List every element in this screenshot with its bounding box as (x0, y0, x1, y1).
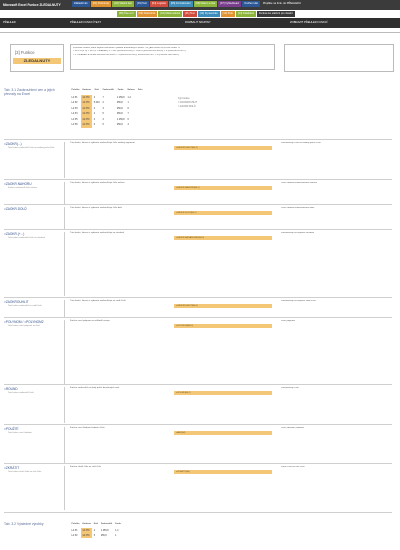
divider (4, 229, 392, 230)
table-cell[interactable]: 1 (127, 102, 129, 105)
bullet-list (281, 207, 391, 210)
function-description: Tuto funkci, kterou si vyberete zaokrouhluje číslo dolů (70, 207, 122, 209)
table-cell[interactable]: L4 P2 (71, 102, 78, 105)
table-cell[interactable]: 14 370 (81, 112, 92, 118)
table-cell[interactable]: 3 (102, 107, 104, 110)
table-header: Zaokr. (115, 522, 122, 525)
function-description: Tuto funkci, kterou si vyberete zaokrouhluje na sudé číslo (70, 300, 126, 302)
table-cell[interactable]: 5 (102, 124, 104, 127)
function-description: Funkce zaokrouhlí na daný počet desetinných míst (70, 387, 120, 389)
function-subtitle: Tato funkce vrací polynom ze čísel (8, 325, 40, 327)
table-cell[interactable]: 256,8 (116, 124, 123, 127)
function-subtitle: Tato funkce zaokrouhlí na sudé číslo (8, 305, 42, 307)
formula-cell[interactable]: =ZAOKR.NAHORU(B4;1) (174, 186, 272, 190)
table-cell[interactable]: 6 (127, 118, 129, 121)
table-cell[interactable]: L4 P1 (71, 96, 78, 99)
bullet-list (281, 232, 391, 235)
second-tab[interactable]: [11] Text (185, 12, 195, 15)
table-cell[interactable]: 256,8 (116, 113, 123, 116)
table-cell[interactable]: 1 (115, 534, 117, 537)
table-header: Zaokrouhlit (102, 89, 114, 91)
top-tab[interactable]: [03] Text (137, 2, 147, 5)
table-cell[interactable]: 5 004 (93, 102, 100, 105)
table-notes (178, 97, 197, 109)
divider (4, 424, 392, 425)
divider (0, 28, 400, 33)
table-cell[interactable]: L4 P5 (71, 118, 78, 121)
function-description: Tuto funkci, kterou si vyberete zaokrouhluje číslo zadaný argument (70, 142, 135, 144)
function-subtitle: Tato funkce vrací hodnotu (8, 432, 32, 434)
table-header: Hodnota (82, 89, 91, 91)
divider (64, 142, 65, 178)
table-cell[interactable]: 14 370 (81, 123, 92, 129)
table-cell[interactable]: 2 (102, 102, 104, 105)
table-row (70, 123, 144, 129)
nav-functions-text[interactable]: PŘEHLED FUNKCÍ TEXT (70, 21, 102, 24)
intro-line: = 4+1 3=(4*4) = 4+3 (VÝSLEDEK) 4 = 4+1 (ZAOKR.DOLŮ) = 4+1=4 (ZAOKR.NAHORU) = 4 (ZAOKROUHLIT) (73, 50, 186, 53)
table-header: Položka (71, 89, 80, 91)
second-tab[interactable]: [12] Dynamické (199, 12, 218, 15)
formula-cell[interactable]: =ZKRÁTIT(B4) (174, 470, 272, 474)
note: = ZAOKR.DOLŮ (178, 105, 196, 108)
table-header: Zaokr. (117, 89, 124, 91)
function-section (4, 387, 392, 423)
table-header: Položka (71, 522, 80, 525)
nav-expand-groups[interactable]: ROZBALIT SKUPINY (185, 21, 211, 24)
second-tab[interactable]: [08] Čas a čí (119, 12, 134, 15)
divider (64, 320, 65, 384)
function-section (4, 466, 392, 510)
table-cell[interactable]: 14 370 (81, 533, 92, 538)
table-cell[interactable]: 4 (93, 113, 96, 116)
second-tab[interactable]: [10] Matematické (160, 12, 181, 15)
function-section (4, 207, 392, 229)
second-tab-strip (117, 11, 295, 17)
table-cell[interactable]: 5 (102, 113, 104, 116)
formula-cell[interactable]: =ROUND(B4;2) (174, 391, 272, 395)
top-tab[interactable]: Ověření dat (244, 2, 258, 5)
bullet-item: Vrací polynom (281, 320, 295, 322)
bullet-item: Vrací hodnotu zaokrouhlenou dolů (281, 207, 315, 209)
table-cell[interactable]: L4 P6 (71, 124, 78, 127)
formula-cell[interactable]: =ZAOKR.DOLŮ(B4;1) (174, 211, 272, 215)
right-info-box (284, 44, 394, 72)
function-description: Tuto funkci, kterou si vyberete zaokrouhluje číslo nahoru (70, 182, 125, 184)
divider (64, 232, 65, 296)
formula-cell[interactable]: =ZAOKROUHLIT(B4;0) (174, 304, 272, 308)
table-header: Nahoru (127, 89, 135, 91)
bullet-list (281, 182, 391, 185)
table-cell[interactable]: 1,4 (127, 96, 131, 99)
table-header: Kód (94, 89, 99, 91)
table-header: Zaokrouhlit (100, 522, 113, 525)
function-name[interactable]: =POLYNOM / =POLYNOM2 (4, 320, 44, 324)
top-tab[interactable]: [07] Vyhledávací (220, 2, 240, 5)
table-cell[interactable]: 256,8 (116, 107, 123, 110)
formula-cell[interactable]: =POLYNOM(B4;2) (174, 324, 272, 328)
intro-line: = VÝSLEDEK a funkce ZAOKR.NAHORU = 4 (ZAOKR.DOLŮ), ZAOKROUHLIT = 4 (ZAOKR.NAHORU) (73, 53, 179, 56)
divider (4, 179, 392, 180)
table-cell[interactable]: 1 256,8 (116, 96, 125, 99)
function-subtitle: Tato funkce zkrátí číslo na celé číslo (8, 471, 42, 473)
top-tab[interactable]: Přejděte na fúnk. do PŘEHLEDU (262, 2, 301, 5)
divider (4, 512, 392, 513)
table-header: Dolů (137, 89, 143, 91)
top-tab[interactable]: Základní Ex (74, 2, 88, 5)
divider (4, 463, 392, 464)
second-tab[interactable]: [09] Statistické (138, 12, 156, 15)
formula-cell[interactable]: =ZAOKR.NA.NÁSOBEK(B4;5) (174, 236, 272, 240)
function-section (4, 232, 392, 296)
function-subtitle: Tato funkce zaokrouhlí číslo na násobek (8, 237, 45, 239)
note: Typ funkce (178, 97, 190, 100)
table-cell[interactable]: 4 (93, 107, 96, 110)
bullet-list (281, 387, 391, 390)
app-title: Microsoft Excel Funkce ZLEDALNUTY (3, 3, 61, 7)
title-bar (0, 0, 400, 10)
divider (64, 300, 65, 318)
table-cell[interactable]: 3 (102, 118, 104, 121)
top-tab[interactable]: [02] Vlastní kat. (114, 2, 133, 5)
bullet-list (281, 320, 391, 323)
nav-show-overview[interactable]: ZOBRAZIT PŘEHLED FUNKCÍ (290, 21, 328, 24)
intro-text-box (70, 44, 275, 70)
function-description: Funkce vrací kladnou hodnotu čísla (70, 427, 105, 429)
function-name[interactable]: =POUŽITÍ (4, 427, 19, 431)
table-cell[interactable]: L4 P2 (71, 534, 78, 537)
table-caption: Tab. 3.1 Zaokrouhlení cen a jejich převody na Excel (4, 88, 55, 96)
table-cell[interactable]: 14 370 (81, 528, 92, 533)
second-tab[interactable]: Funkce ke stažení pro vlastní (259, 12, 293, 15)
bullet-list (281, 427, 391, 430)
function-name[interactable]: =ROUND (4, 387, 18, 391)
formula-cell[interactable]: =ZAOKROUHLIT(B4;2) (174, 146, 272, 150)
table-cell[interactable]: 4 (93, 96, 96, 99)
table-cell[interactable]: 6 (93, 124, 96, 127)
top-tab-strip (72, 1, 303, 8)
function-name[interactable]: =ZAOKR(...) (4, 142, 22, 146)
divider (64, 466, 65, 510)
banner-subtitle: [3] Funkce (15, 50, 35, 55)
table-row (70, 533, 123, 538)
divider (4, 384, 392, 385)
bullet-item: Zaokrouhluje na nejbližší sudé číslo (281, 300, 316, 302)
table-cell[interactable]: 7 (102, 96, 104, 99)
function-section (4, 427, 392, 463)
top-tab[interactable]: [04] Logické (151, 2, 166, 5)
table-cell[interactable] (136, 123, 144, 129)
divider (64, 427, 65, 463)
function-subtitle: Tato funkce zaokrouhlí číslo na zadaný počet číslic (8, 147, 55, 149)
function-description: Funkce zkrátí číslo na celé číslo (70, 466, 102, 468)
second-tab[interactable]: [13] Pole (222, 12, 233, 15)
divider (4, 297, 392, 298)
note: = ZAOKROUHLIT (178, 101, 198, 104)
table-cell[interactable]: 1 256,8 (116, 118, 125, 121)
table-cell[interactable]: 4 (93, 529, 96, 532)
divider (4, 204, 392, 205)
table-cell[interactable]: L4 P4 (71, 113, 78, 116)
function-name[interactable]: =ZAOKR.(+...) (4, 232, 25, 236)
divider (64, 207, 65, 229)
table-cell[interactable]: 1 256,8 (100, 529, 109, 532)
function-name[interactable]: =ZKRÁTIT (4, 466, 20, 470)
table-cell[interactable]: 256,8 (116, 102, 123, 105)
top-tab[interactable]: [01] Podmínky (92, 2, 110, 5)
table-cell[interactable]: 1,4 (115, 529, 119, 532)
table-header: Kód (93, 522, 98, 525)
function-subtitle: Funkce zaokrouhlí číslo nahoru (8, 187, 37, 189)
function-name[interactable]: =ZAOKROUHLIT (4, 300, 29, 304)
table-cell[interactable]: 14 370 (81, 101, 92, 107)
formula-cell[interactable]: =ABS(B4) (174, 431, 272, 435)
function-description: Funkce vrací polynom na základě vstupu (70, 320, 110, 322)
table-cell[interactable]: 6 (127, 107, 129, 110)
function-section (4, 320, 392, 384)
table-cell[interactable]: L4 P1 (71, 529, 78, 532)
function-description: Tuto funkci, kterou si vyberete zaokrouhluje na násobek (70, 232, 125, 234)
table-cell[interactable]: 14 370 (81, 117, 92, 123)
function-section (4, 142, 392, 178)
divider (64, 387, 65, 423)
bullet-list (281, 142, 391, 145)
table-header: Hodnota (82, 522, 91, 525)
top-tab[interactable]: [06] Datum a čas (195, 2, 216, 5)
divider (4, 139, 392, 140)
top-tab[interactable]: [05] Formátování (170, 2, 191, 5)
table-cell[interactable]: L4 P3 (71, 107, 78, 110)
table-caption: Tab. 3.2 Výsledné výrobky (4, 522, 44, 526)
example-table (70, 85, 144, 128)
divider (64, 182, 65, 204)
banner-title: ZLEDALNUTY (13, 58, 61, 64)
bullet-item: Vrací absolutní hodnotu (281, 427, 305, 429)
bullet-item: Zaokrouhluje číslo na zadaný počet číslic (281, 142, 321, 144)
bullet-list (281, 300, 391, 303)
divider (4, 317, 392, 318)
function-name[interactable]: =ZAOKR.NAHORU (4, 182, 32, 186)
navigation-row (0, 18, 400, 28)
table-cell[interactable]: 256,8 (100, 534, 107, 537)
bullet-item: Zaokrouhluje na nejbližší násobek (281, 232, 315, 234)
result-table (70, 519, 123, 538)
function-name[interactable]: =ZAOKR.DOLŮ (4, 207, 27, 211)
table-cell[interactable]: 7 (127, 113, 129, 116)
bullet-list (281, 466, 391, 469)
bullet-item: Vrací hodnotu zaokrouhlenou nahoru (281, 182, 317, 184)
bullet-item: Zkrátí číslo na celé číslo (281, 466, 305, 468)
bullet-item: Zaokrouhluje číslo (281, 387, 299, 389)
function-subtitle: Tato funkce zaokrouhlí číslo (8, 392, 34, 394)
nav-overview[interactable]: PŘEHLED (3, 21, 16, 24)
table-cell[interactable]: 14 370 (81, 95, 92, 101)
table-cell[interactable]: 4 (93, 118, 96, 121)
function-section (4, 182, 392, 204)
intro-line: Pokročilé funkce, které nejsou zatrhnuté v panelu aritmetických funkcí: =A, jako třeba =A (a více funkcí: A (73, 47, 180, 49)
table-cell[interactable]: 14 370 (81, 106, 92, 112)
table-cell[interactable]: 5 (93, 534, 96, 537)
second-tab[interactable]: [14] Databáze (237, 12, 255, 15)
table-cell[interactable]: 3 (127, 124, 129, 127)
function-banner (10, 44, 64, 72)
